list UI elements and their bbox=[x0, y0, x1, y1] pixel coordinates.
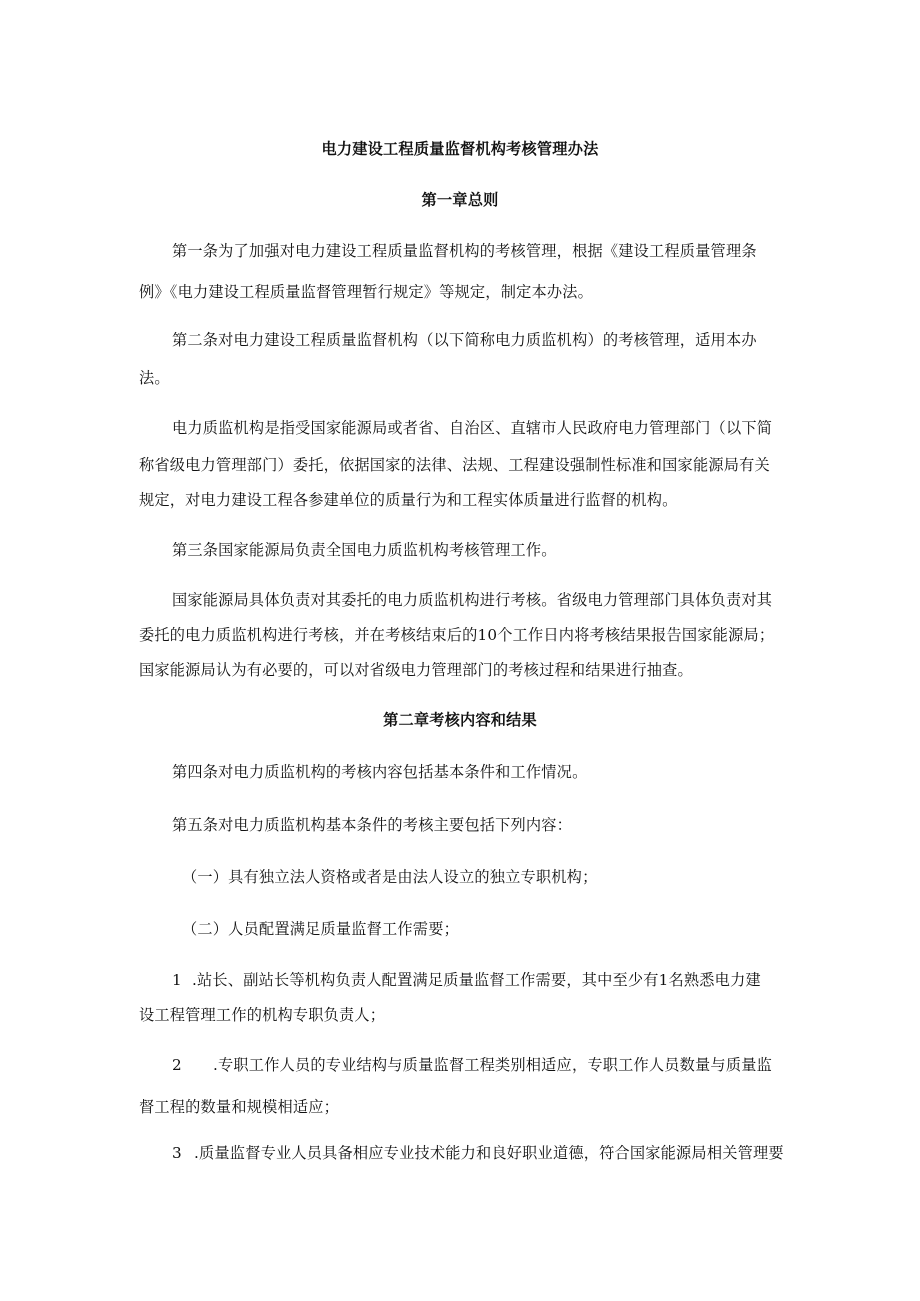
article-2-line-2: 法。 bbox=[139, 369, 170, 387]
sub-item-1-line-2: 设工程管理工作的机构专职负责人； bbox=[139, 1006, 386, 1024]
item-1: （一）具有独立法人资格或者是由法人设立的独立专职机构； bbox=[182, 868, 598, 886]
sub-item-2-line-2: 督工程的数量和规模相适应； bbox=[139, 1098, 340, 1116]
paragraph-3-line-3: 规定，对电力建设工程各参建单位的质量行为和工程实体质量进行监督的机构。 bbox=[139, 491, 678, 509]
article-3: 第三条国家能源局负责全国电力质监机构考核管理工作。 bbox=[172, 541, 557, 559]
document-title: 电力建设工程质量监督机构考核管理办法 bbox=[321, 140, 599, 158]
chapter-2-heading: 第二章考核内容和结果 bbox=[383, 711, 537, 729]
article-4: 第四条对电力质监机构的考核内容包括基本条件和工作情况。 bbox=[172, 763, 588, 781]
paragraph-5-line-1: 国家能源局具体负责对其委托的电力质监机构进行考核。省级电力管理部门具体负责对其 bbox=[172, 591, 773, 609]
sub-item-1-line-1: .站长、副站长等机构负责人配置满足质量监督工作需要，其中至少有1名熟悉电力建 bbox=[192, 971, 761, 989]
sub-item-3-number: 3 bbox=[172, 1144, 182, 1162]
article-5: 第五条对电力质监机构基本条件的考核主要包括下列内容： bbox=[172, 816, 573, 834]
sub-item-2-line-1: .专职工作人员的专业结构与质量监督工程类别相适应，专职工作人员数量与质量监 bbox=[213, 1056, 772, 1074]
sub-item-2-number: 2 bbox=[172, 1056, 182, 1074]
article-2-line-1: 第二条对电力建设工程质量监督机构（以下简称电力质监机构）的考核管理，适用本办 bbox=[172, 331, 757, 349]
article-1-line-1: 第一条为了加强对电力建设工程质量监督机构的考核管理，根据《建设工程质量管理条 bbox=[172, 242, 757, 260]
paragraph-3-line-2: 称省级电力管理部门）委托，依据国家的法律、法规、工程建设强制性标准和国家能源局有关 bbox=[139, 456, 770, 474]
item-2: （二）人员配置满足质量监督工作需要； bbox=[182, 920, 459, 938]
paragraph-5-line-2: 委托的电力质监机构进行考核，并在考核结束后的10个工作日内将考核结果报告国家能源局； bbox=[139, 626, 775, 644]
sub-item-3-line-1: .质量监督专业人员具备相应专业技术能力和良好职业道德，符合国家能源局相关管理要 bbox=[194, 1144, 784, 1162]
paragraph-5-line-3: 国家能源局认为有必要的，可以对省级电力管理部门的考核过程和结果进行抽查。 bbox=[139, 661, 693, 679]
chapter-1-heading: 第一章总则 bbox=[421, 191, 499, 209]
paragraph-3-line-1: 电力质监机构是指受国家能源局或者省、自治区、直辖市人民政府电力管理部门（以下简 bbox=[172, 419, 773, 437]
article-1-line-2: 例》《电力建设工程质量监督管理暂行规定》等规定，制定本办法。 bbox=[139, 283, 594, 301]
sub-item-1-number: 1 bbox=[172, 971, 182, 989]
